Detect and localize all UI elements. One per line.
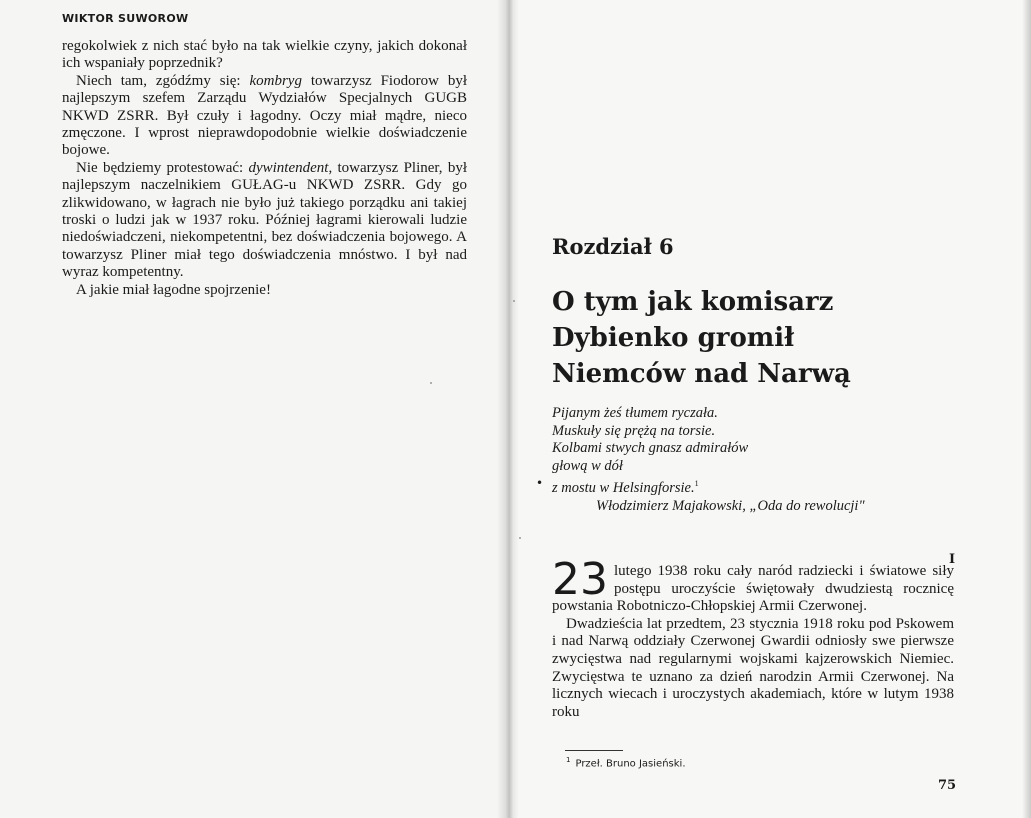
drop-cap: 23	[552, 554, 608, 605]
paragraph: Niech tam, zgódźmy się: kombryg towarzysz Fiodorow był najlepszym szefem Zarządu Wydziałów Specjalnych GUGB NKWD ZSRR. Był czuły i łagodny. Oczy miał mądre, nieco zmęczone. I wprost nieprawdopodobnie wielkie doświadczenie bojowe.	[62, 72, 468, 159]
paragraph: regokolwiek z nich stać było na tak wielkie czyny, jakich dokonał ich wspaniały poprzednik?	[62, 38, 467, 72]
paragraph: Nie będziemy protestować: dywintendent, towarzysz Pliner, był najlepszym naczelnikiem GUŁAG-u NKWD ZSRR. Gdy go zlikwidowano, w łagrach nie było już takiego porządku ani takiej troski o ludzi jak w 1937 roku. Później łagrami kierowali ludzie niedoświadczeni, niekompetentni, bez doświadczenia bojowego. A towarzysz Pliner miał tego doświadczenia mnóstwo. I był nad wyraz kompetentny.	[62, 159, 468, 281]
epigraph-line: Muskuły się prężą na torsie.	[552, 422, 716, 439]
paragraph: Dwadzieścia lat przedtem, 23 stycznia 1918 roku pod Pskowem i nad Narwą oddziały Czerwonej Gwardii odniosły swe pierwsze zwycięstwa nad regularnymi wojskami kajzerowskich Niemiec. Zwycięstwa te uznano za dzień narodzin Armii Czerwonej. Na licznych wiecach i uroczystych akademiach, które w lutym 1938 roku	[552, 615, 954, 720]
paragraph: 23 lutego 1938 roku cały naród radziecki i światowe siły postępu uroczyście świętowały dwudziestą rocznicę powstania Robotniczo-Chłopskiej Armii Czerwonej.	[552, 554, 954, 615]
paragraph: A jakie miał łagodne spojrzenie!	[76, 281, 271, 298]
epigraph-line: Kolbami stwych gnasz admirałów	[552, 440, 749, 457]
page-number: 75	[938, 778, 957, 793]
chapter-title	[552, 284, 912, 392]
footnote-reference: 1	[694, 479, 699, 489]
epigraph-line: z mostu w Helsingforsie.$^1$	[552, 479, 699, 497]
section-number: I	[949, 552, 956, 567]
scan-speck	[513, 300, 515, 302]
epigraph	[552, 405, 952, 515]
right-body-text	[552, 554, 954, 721]
chapter-title-line: Niemców nad Narwą	[552, 359, 851, 389]
page-edge-shadow	[1022, 0, 1031, 818]
epigraph-line: Pijanym żeś tłumem ryczała.	[552, 405, 718, 421]
scan-speck	[519, 537, 521, 539]
margin-mark: •	[536, 476, 544, 490]
footnote-rule	[565, 750, 623, 751]
scan-speck	[430, 382, 432, 384]
book-gutter	[497, 0, 519, 818]
left-body-text	[62, 38, 467, 299]
footnote: $^1$ Przeł. Bruno Jasieński.	[566, 756, 686, 770]
chapter-label: Rozdział 6	[552, 234, 674, 259]
epigraph-line: głową w dół	[552, 457, 623, 474]
epigraph-author: Włodzimierz Majakowski, „Oda do rewolucji"	[596, 497, 865, 514]
running-head: WIKTOR SUWOROW	[62, 12, 189, 25]
chapter-title-line: Dybienko gromił	[552, 323, 795, 353]
chapter-title-line: O tym jak komisarz	[552, 287, 834, 317]
